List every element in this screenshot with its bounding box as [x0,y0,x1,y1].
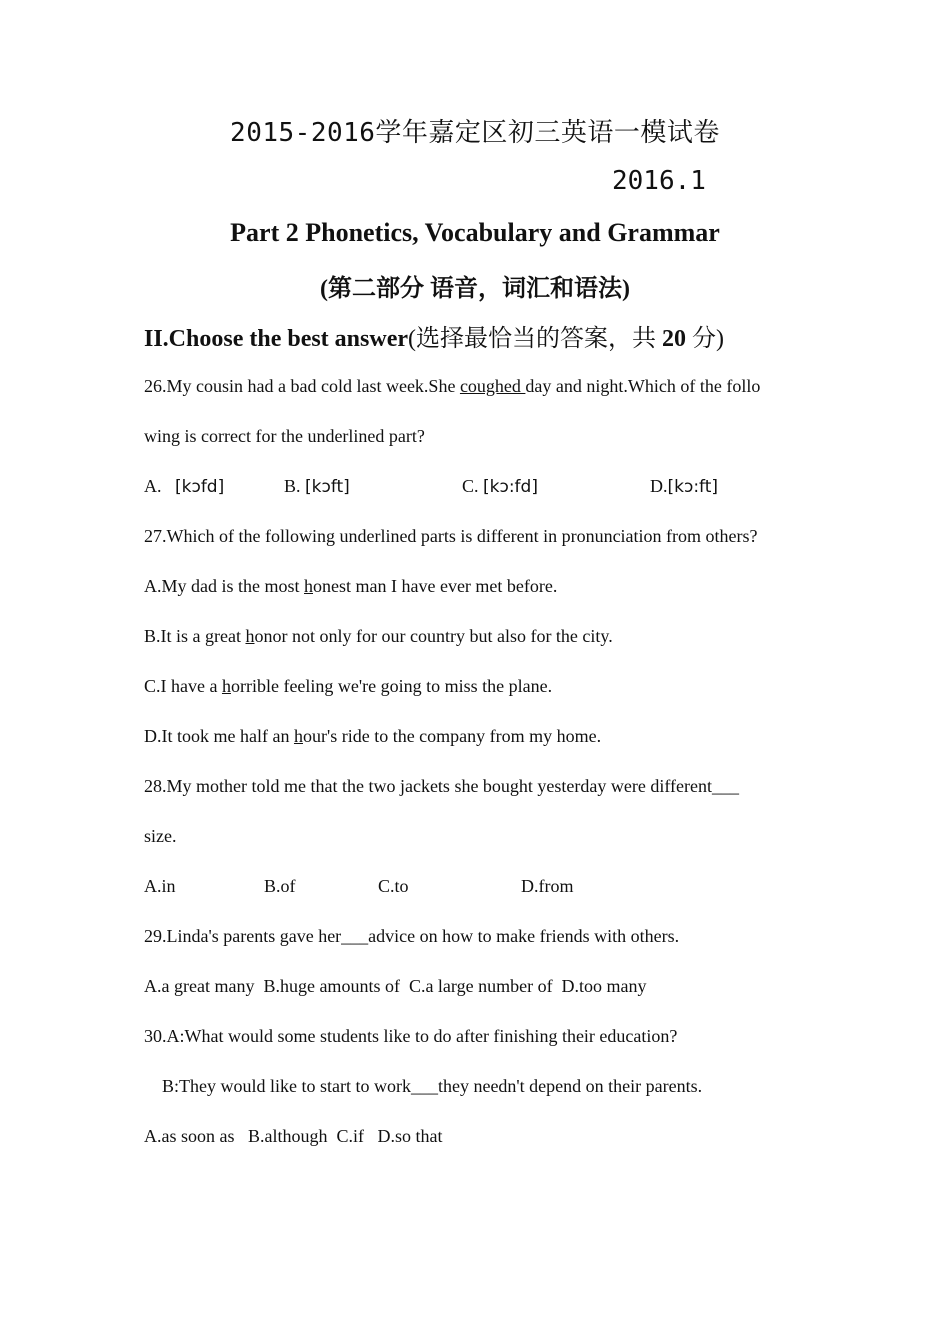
q27-c-underlined: h [221,676,231,696]
q27-stem: 27.Which of the following underlined parts is different in pronunciation from others? [144,526,758,546]
q29-options: A.a great many B.huge amounts of C.a large number of D.too many [144,976,647,996]
q26-underlined-word: coughed [459,376,526,396]
q26-stem-line2: wing is correct for the underlined part? [144,426,425,446]
q30-line-b: B:They would like to start to work___they needn't depend on their parents. [162,1076,703,1096]
q29-stem: 29.Linda's parents gave her___advice on how to make friends with others. [144,926,680,946]
exam-title: 2015-2016学年嘉定区初三英语一模试卷 [230,118,720,148]
q28-stem-line2: size. [144,826,177,846]
q27-d-post: our's ride to the company from my home. [302,726,602,746]
q27-c-post: orrible feeling we're going to miss the plane. [230,676,553,696]
q28-option-b: B.of [264,876,296,896]
section-heading [144,318,724,353]
part-subtitle: (第二部分 语音，词汇和语法) [320,276,630,302]
q26-option-c-text: [kɔ:fd] [483,477,538,497]
q26-stem-pre: 26.My cousin had a bad cold last week.She [144,376,460,396]
q30-options: A.as soon as B.although C.if D.so that [144,1126,443,1146]
part-title: Part 2 Phonetics, Vocabulary and Grammar [230,218,720,247]
q27-option-c [144,676,552,697]
q26-stem-line1 [144,376,760,397]
q27-d-pre: D.It took me half an [144,726,294,746]
q26-option-a [144,476,224,497]
q27-c-pre: C.I have a [144,676,222,696]
q27-a-post: onest man I have ever met before. [313,576,558,596]
section-note: (选择最恰当的答案，共 [408,326,656,352]
q27-d-underlined: h [293,726,303,746]
section-note-end: 分) [692,326,724,352]
q27-b-post: onor not only for our country but also for the city. [254,626,613,646]
q26-option-c [462,476,538,497]
exam-date: 2016.1 [612,166,706,196]
q28-option-a: A.in [144,876,176,896]
q27-a-underlined: h [304,576,313,596]
q27-option-a [144,576,557,597]
q26-option-a-text: [kɔfd] [175,477,225,497]
q28-stem-line1: 28.My mother told me that the two jackets she bought yesterday were different___ [144,776,740,796]
section-points: 20 [662,326,686,352]
q27-b-pre: B.It is a great [144,626,246,646]
q28-option-c: C.to [378,876,409,896]
q30-line-a: 30.A:What would some students like to do after finishing their education? [144,1026,678,1046]
q26-option-a-label: A. [144,476,162,496]
q26-option-b-label: B. [284,476,301,496]
q26-option-d-label: D. [650,476,668,496]
section-label: II.Choose the best answer [144,326,408,352]
q28-option-d: D.from [521,876,574,896]
q27-option-d [144,726,601,747]
q26-option-c-label: C. [462,476,479,496]
q26-option-d [650,476,718,497]
q26-option-b [284,476,350,497]
q27-b-underlined: h [245,626,255,646]
q27-a-pre: A.My dad is the most [144,576,304,596]
q26-option-d-text: [kɔ:ft] [667,477,719,497]
q26-option-b-text: [kɔft] [305,477,350,497]
q27-option-b [144,626,613,647]
q26-stem-post: day and night.Which of the follo [525,376,761,396]
